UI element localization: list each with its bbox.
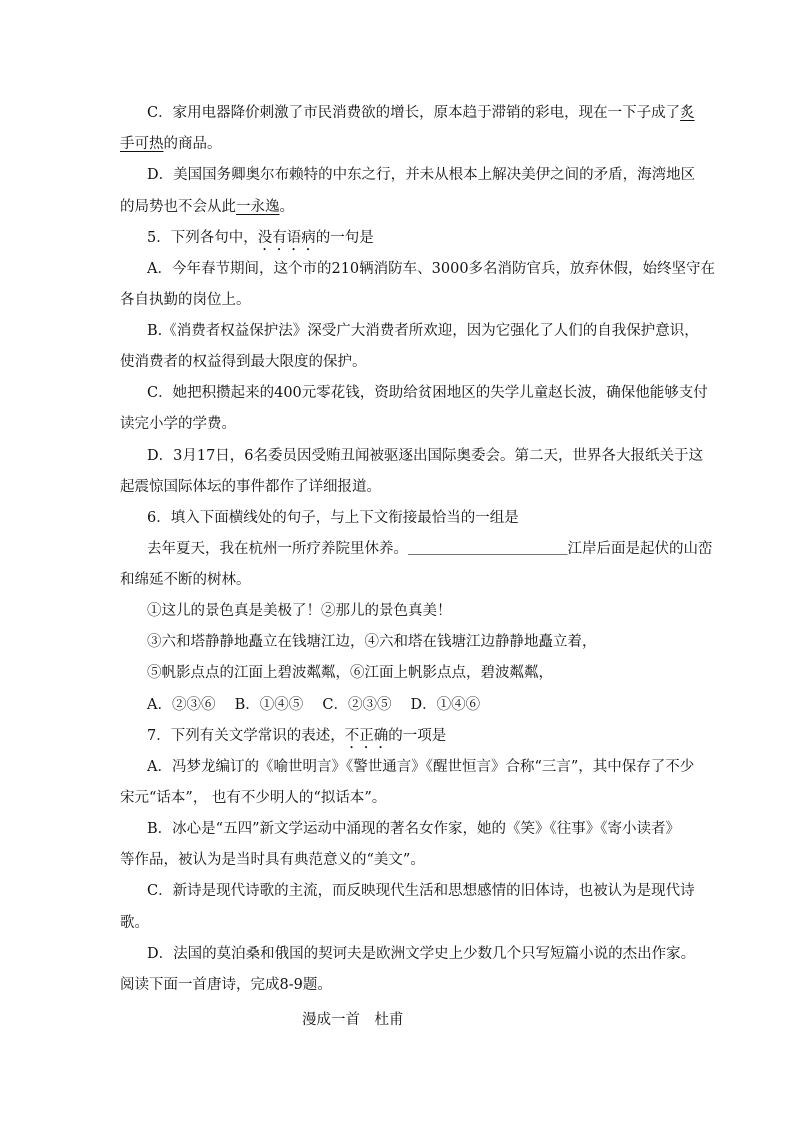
q4-option-d-line2 (120, 197, 294, 217)
q7-option-d: D．法国的莫泊桑和俄国的契诃夫是欧洲文学史上少数几个只写短篇小说的杰出作家。 (147, 946, 696, 962)
q5-option-a-line1: A．今年春节期间，这个市的210辆消防车、3000多名消防官兵，放弃休假，始终坚守在 (147, 261, 716, 277)
q7-option-a-line2: 宋元“话本”， 也有不少明人的“拟话本”。 (120, 790, 387, 806)
q6-choice-row-2: ③六和塔静静地矗立在钱塘江边，④六和塔在钱塘江边静静地矗立着， (147, 634, 597, 650)
q5-option-b-line2: 使消费者的权益得到最大限度的保护。 (120, 354, 367, 370)
underlined-term: 一永逸 (236, 199, 280, 215)
q4-option-c-line2 (120, 134, 222, 154)
question-7-stem (147, 726, 446, 752)
q7-option-c-line1: C．新诗是现代诗歌的主流，而反映现代生活和思想感情的旧体诗，也被认为是现代诗 (147, 883, 695, 899)
emphasized-term: 没有语病 (257, 230, 316, 246)
q7-option-b-line1: B．冰心是“五四”新文学运动中涌现的著名女作家，她的《笑》《往事》《寄小读者》 (147, 821, 680, 837)
q5-option-b-line1: B.《消费者权益保护法》深受广大消费者所欢迎，因为它强化了人们的自我保护意识， (147, 323, 699, 339)
text: 的一项是 (388, 728, 447, 744)
underlined-term: 手可热 (120, 136, 164, 152)
q5-option-c-line2: 读完小学的学费。 (120, 416, 236, 432)
q6-choice-row-3: ⑤帆影点点的江面上碧波粼粼，⑥江面上帆影点点，碧波粼粼， (147, 665, 553, 681)
q5-option-a-line2: 各自执勤的岗位上。 (120, 292, 251, 308)
q5-option-d-line2: 起震惊国际体坛的事件都作了详细报道。 (120, 479, 381, 495)
q6-passage-line1: 去年夏天，我在杭州一所疗养院里休养。＿＿＿＿＿＿＿＿＿＿＿江岸后面是起伏的山峦 (147, 541, 713, 557)
reading-instruction: 阅读下面一首唐诗，完成8-9题。 (120, 977, 332, 993)
text: 7．下列有关文学常识的表述， (147, 728, 345, 744)
emphasized-term: 不正确 (344, 728, 389, 744)
text: 的局势也不会从此 (120, 199, 236, 215)
q6-choice-row-1: ①这儿的景色真是美极了！②那儿的景色真美！ (147, 603, 452, 619)
q6-answer-options: A．②③⑥ B．①④⑤ C．②③⑤ D．①④⑥ (147, 697, 481, 713)
q7-option-b-line2: 等作品，被认为是当时具有典范意义的“美文”。 (120, 852, 425, 868)
text: 的一句是 (315, 230, 374, 246)
underlined-term: 炙 (680, 105, 695, 121)
text: 的商品。 (163, 136, 222, 152)
q7-option-a-line1: A．冯梦龙编订的《喻世明言》《警世通言》《醒世恒言》合称“三言”，其中保存了不少 (147, 759, 695, 775)
q7-option-c-line2: 歌。 (120, 915, 149, 931)
q5-option-c-line1: C．她把积攒起来的400元零花钱，资助给贫困地区的失学儿童赵长波，确保他能够支付 (147, 385, 708, 401)
q5-option-d-line1: D．3月17日，6名委员因受贿丑闻被驱逐出国际奥委会。第二天，世界各大报纸关于这 (147, 448, 704, 464)
q4-option-d-line1: D．美国国务卿奥尔布赖特的中东之行，并未从根本上解决美伊之间的矛盾，海湾地区 (147, 167, 696, 183)
poem-title: 漫成一首 杜甫 (302, 1012, 404, 1028)
q4-option-c-line1 (147, 103, 695, 123)
q6-passage-line2: 和绵延不断的树林。 (120, 572, 251, 588)
text: 5．下列各句中， (147, 230, 258, 246)
text: C．家用电器降价刺激了市民消费欲的增长，原本趋于滞销的彩电，现在一下子成了 (147, 105, 681, 121)
text: 。 (279, 199, 294, 215)
question-6-stem: 6．填入下面横线处的句子，与上下文衔接最恰当的一组是 (147, 510, 519, 526)
question-5-stem (147, 228, 374, 254)
